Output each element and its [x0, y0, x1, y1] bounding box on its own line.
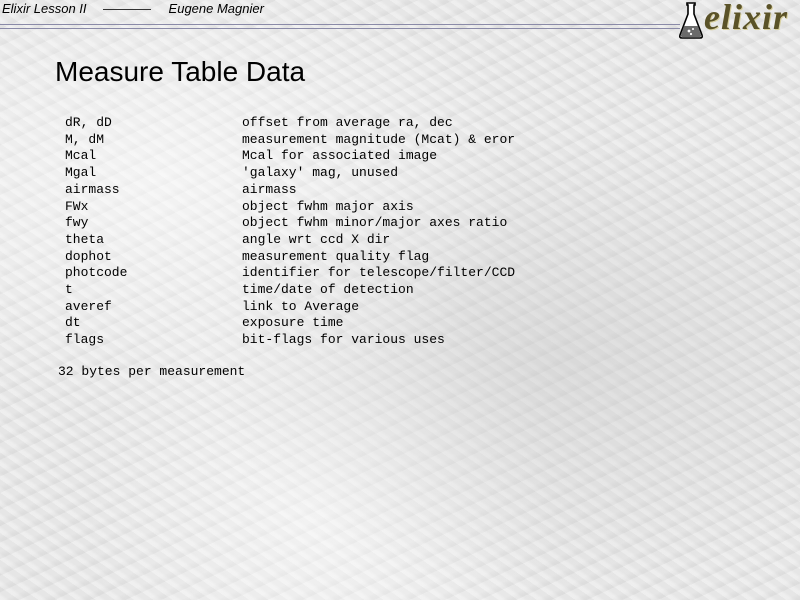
field-name: FWx	[65, 198, 89, 214]
field-description: exposure time	[242, 315, 344, 331]
field-name: flags	[65, 332, 105, 348]
table-row	[65, 265, 515, 282]
header-separator	[103, 9, 151, 10]
field-description: airmass	[242, 181, 297, 197]
author-name: Eugene Magnier	[168, 1, 264, 16]
field-rows	[65, 115, 515, 349]
field-description: link to Average	[242, 298, 360, 314]
field-name: t	[65, 282, 73, 298]
table-row	[65, 282, 515, 299]
table-row	[65, 132, 515, 149]
size-note: 32 bytes per measurement	[58, 364, 246, 379]
lesson-title: Elixir Lesson II	[2, 1, 87, 16]
logo-wordmark: elixir	[704, 0, 788, 37]
table-row	[65, 215, 515, 232]
field-name: theta	[65, 231, 105, 247]
table-row	[65, 315, 515, 332]
field-description: bit-flags for various uses	[242, 332, 445, 348]
measure-fields-table	[65, 115, 515, 349]
field-name: averef	[65, 298, 112, 314]
field-name: dt	[65, 315, 81, 331]
header-rule-bottom	[0, 28, 680, 29]
field-name: Mcal	[65, 148, 97, 164]
page-title: Measure Table Data	[55, 56, 306, 87]
flask-icon	[678, 0, 704, 40]
field-name: photcode	[65, 265, 128, 281]
header-rule-top	[0, 24, 680, 25]
slide-header	[0, 0, 800, 40]
field-description: angle wrt ccd X dir	[242, 231, 391, 247]
table-row	[65, 115, 515, 132]
field-description: Mcal for associated image	[242, 148, 438, 164]
table-row	[65, 148, 515, 165]
header-text	[2, 1, 264, 16]
field-description: object fwhm major axis	[242, 198, 414, 214]
elixir-logo	[678, 0, 800, 40]
table-row	[65, 299, 515, 316]
table-row	[65, 249, 515, 266]
field-description: identifier for telescope/filter/CCD	[242, 265, 516, 281]
field-name: M, dM	[65, 131, 105, 147]
field-description: measurement quality flag	[242, 248, 430, 264]
field-description: measurement magnitude (Mcat) & eror	[242, 131, 516, 147]
field-description: time/date of detection	[242, 282, 414, 298]
table-row	[65, 332, 515, 349]
field-name: Mgal	[65, 165, 97, 181]
field-description: 'galaxy' mag, unused	[242, 165, 399, 181]
field-description: offset from average ra, dec	[242, 115, 453, 130]
field-description: object fwhm minor/major axes ratio	[242, 215, 508, 231]
table-row	[65, 165, 515, 182]
field-name: fwy	[65, 215, 89, 231]
table-row	[65, 232, 515, 249]
table-row	[65, 182, 515, 199]
field-name: dophot	[65, 248, 112, 264]
table-row	[65, 199, 515, 216]
field-name: airmass	[65, 181, 120, 197]
field-name: dR, dD	[65, 115, 112, 130]
